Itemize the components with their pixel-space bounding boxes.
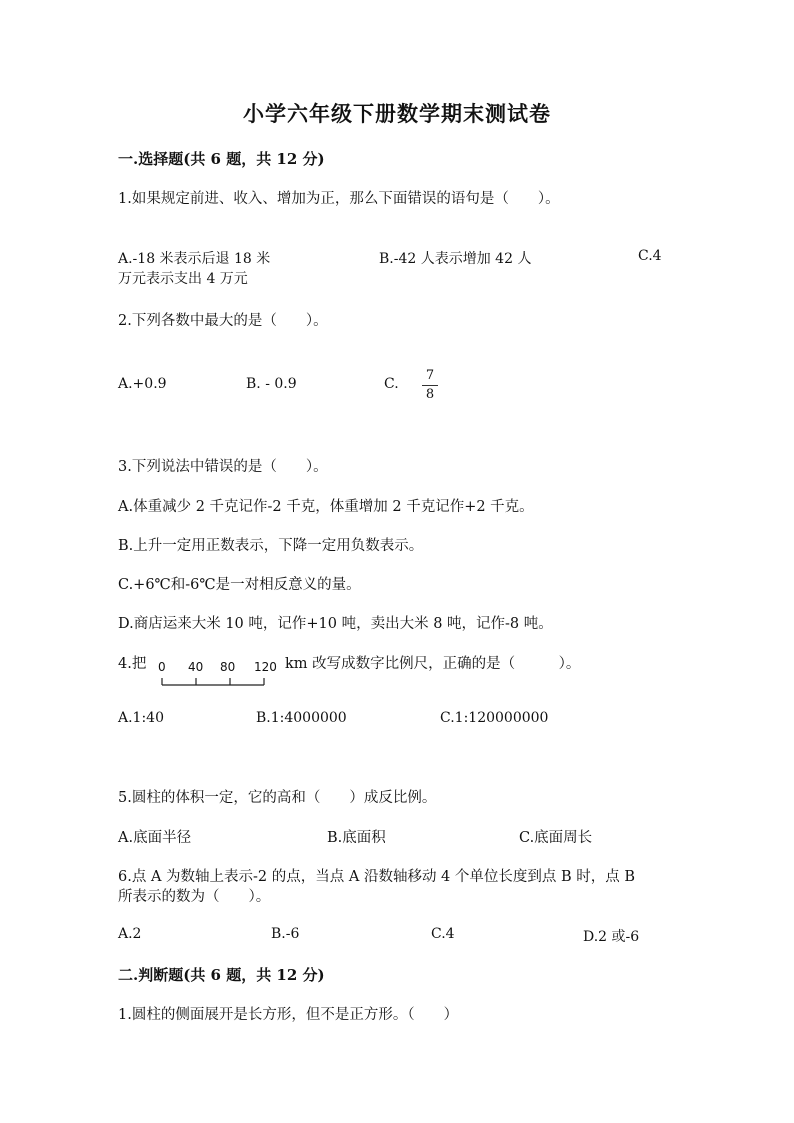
question-3-option-a: A.体重减少 2 千克记作-2 千克，体重增加 2 千克记作+2 千克。 <box>118 499 534 515</box>
question-4-option-b: B.1:4000000 <box>256 710 347 726</box>
question-1-option-a: A.-18 米表示后退 18 米 <box>118 251 271 267</box>
fraction-denominator: 8 <box>425 387 435 402</box>
question-1-option-c: C.4 <box>638 248 662 264</box>
question-6-option-c: C.4 <box>431 926 455 942</box>
question-3-stem: 3.下列说法中错误的是（ ）。 <box>118 459 328 475</box>
question-3-option-c: C.+6℃和-6℃是一对相反意义的量。 <box>118 577 361 593</box>
question-4-suffix: km 改写成数字比例尺，正确的是（ ）。 <box>285 656 581 672</box>
question-4-prefix: 4.把 <box>118 656 147 672</box>
section-heading-choice: 一.选择题(共 6 题，共 12 分) <box>118 150 325 168</box>
scale-label-120: 120 <box>254 660 277 674</box>
question-2-option-b: B. - 0.9 <box>246 376 297 392</box>
question-5-option-a: A.底面半径 <box>118 830 192 846</box>
question-6-option-b: B.-6 <box>271 926 300 942</box>
scale-ruler-line <box>158 674 278 688</box>
question-2-option-a: A.+0.9 <box>118 376 167 392</box>
question-1-option-b: B.-42 人表示增加 42 人 <box>379 251 532 267</box>
judgment-1-stem: 1.圆柱的侧面展开是长方形，但不是正方形。（ ） <box>118 1007 459 1023</box>
line-scale-bar <box>158 660 278 690</box>
question-2-stem: 2.下列各数中最大的是（ ）。 <box>118 313 328 329</box>
question-3-option-d: D.商店运来大米 10 吨，记作+10 吨，卖出大米 8 吨，记作-8 吨。 <box>118 616 553 632</box>
question-2-option-c: C. <box>384 376 399 392</box>
page-title: 小学六年级下册数学期末测试卷 <box>243 101 551 126</box>
fraction-bar <box>422 385 438 386</box>
scale-label-80: 80 <box>220 660 236 674</box>
question-6-option-d: D.2 或-6 <box>583 929 640 945</box>
question-1-stem: 1.如果规定前进、收入、增加为正，那么下面错误的语句是（ ）。 <box>118 191 560 207</box>
scale-label-0: 0 <box>158 660 166 674</box>
question-5-option-c: C.底面周长 <box>519 830 593 846</box>
question-6-stem-line-1: 6.点 A 为数轴上表示-2 的点，当点 A 沿数轴移动 4 个单位长度到点 B 时，点 B <box>118 869 636 885</box>
question-1-option-c-continued: 万元表示支出 4 万元 <box>118 271 248 287</box>
question-5-stem: 5.圆柱的体积一定，它的高和（ ）成反比例。 <box>118 790 437 806</box>
question-4-option-c: C.1:120000000 <box>440 710 549 726</box>
section-heading-judgment: 二.判断题(共 6 题，共 12 分) <box>118 966 325 984</box>
scale-label-40: 40 <box>188 660 204 674</box>
question-5-option-b: B.底面积 <box>327 830 386 846</box>
question-6-stem-line-2: 所表示的数为（ ）。 <box>118 889 271 905</box>
fraction-seven-eighths <box>420 368 440 403</box>
fraction-numerator: 7 <box>425 368 435 383</box>
question-3-option-b: B.上升一定用正数表示，下降一定用负数表示。 <box>118 538 424 554</box>
question-6-option-a: A.2 <box>118 926 142 942</box>
question-4-option-a: A.1:40 <box>118 710 164 726</box>
